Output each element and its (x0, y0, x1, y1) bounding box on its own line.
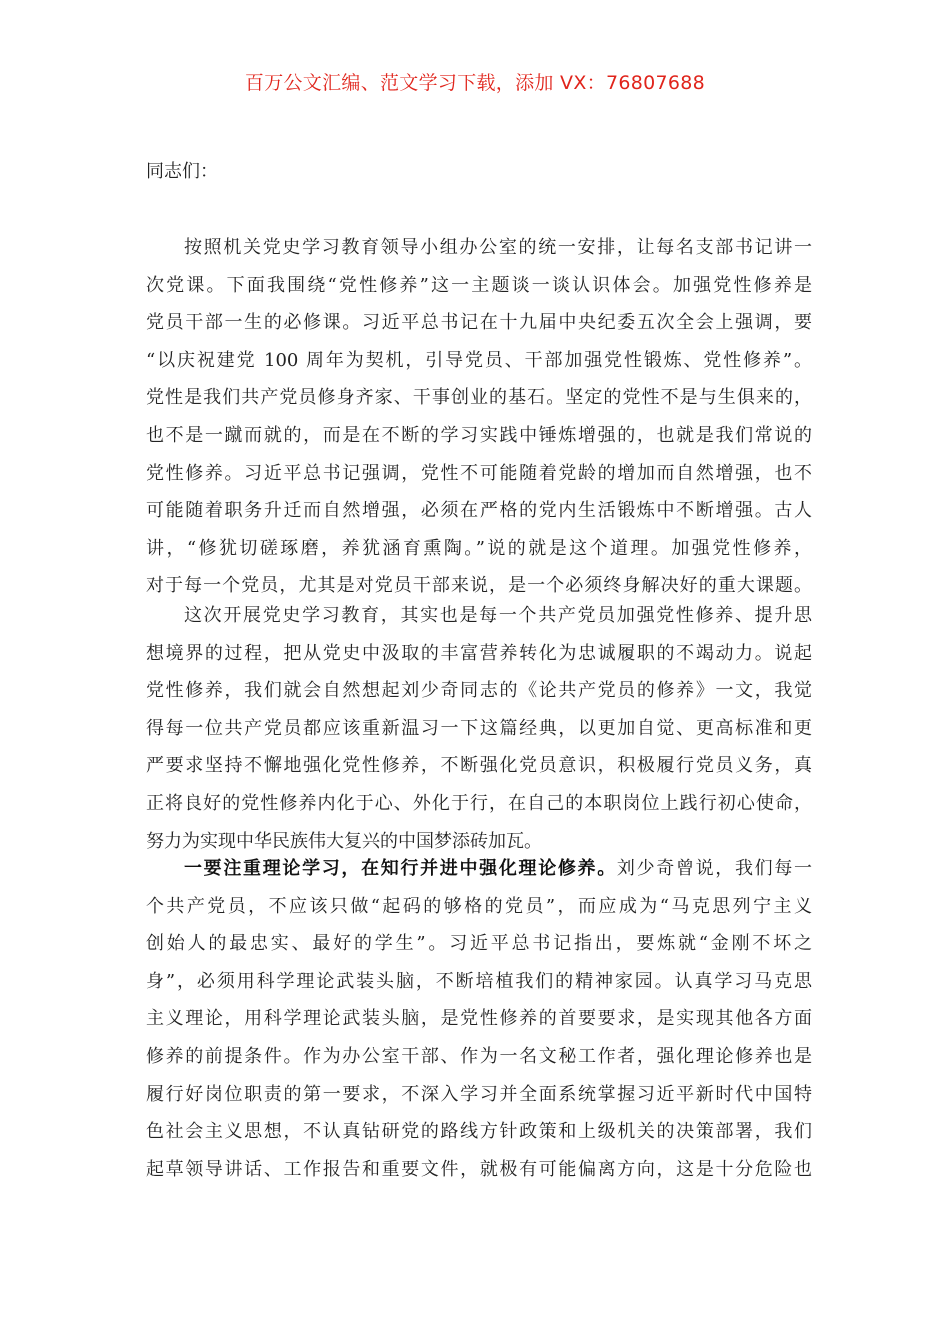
paragraph-line: 按照机关党史学习教育领导小组办公室的统一安排，让每名支部书记讲一 (184, 237, 812, 258)
paragraph-first-line (146, 850, 812, 888)
paragraph-line: 修养的前提条件。作为办公室干部、作为一名文秘工作者，强化理论修养也是 (146, 1045, 812, 1067)
paragraph-line: 也不是一蹴而就的，而是在不断的学习实践中锤炼增强的，也就是我们常说的 (146, 424, 812, 446)
paragraph-line: 次党课。下面我围绕“党性修养”这一主题谈一谈认识体会。加强党性修养是 (146, 274, 812, 296)
paragraph-line-rest: 刘少奇曾说，我们每一 (616, 858, 812, 879)
paragraph-line: 创始人的最忠实、最好的学生”。习近平总书记指出，要炼就“金刚不坏之 (146, 933, 812, 955)
paragraph-3 (146, 850, 812, 1188)
paragraph-line: 个共产党员，不应该只做“起码的够格的党员”，而应成为“马克思列宁主义 (146, 895, 812, 917)
paragraph-line: 起草领导讲话、工作报告和重要文件，就极有可能偏离方向，这是十分危险也 (146, 1158, 812, 1180)
greeting (146, 153, 812, 191)
paragraph-line: 党员干部一生的必修课。习近平总书记在十九届中央纪委五次全会上强调，要 (146, 312, 812, 334)
paragraph-line: 想境界的过程，把从党史中汲取的丰富营养转化为忠诚履职的不竭动力。说起 (146, 642, 812, 664)
paragraph-line: “以庆祝建党 100 周年为契机，引导党员、干部加强党性锻炼、党性修养”。 (146, 349, 812, 371)
paragraph-line: 党性修养，我们就会自然想起刘少奇同志的《论共产党员的修养》一文，我觉 (146, 680, 812, 702)
paragraph-line: 履行好岗位职责的第一要求，不深入学习并全面系统掌握习近平新时代中国特 (146, 1083, 812, 1105)
watermark-header: 百万公文汇编、范文学习下载，添加 VX：76807688 (244, 72, 706, 94)
paragraph-line: 努力为实现中华民族伟大复兴的中国梦添砖加瓦。 (146, 830, 542, 852)
paragraph-line: 严要求坚持不懈地强化党性修养，不断强化党员意识，积极履行党员义务，真 (146, 755, 812, 777)
paragraph-line: 这次开展党史学习教育，其实也是每一个共产党员加强党性修养、提升思 (184, 605, 812, 626)
paragraph-line: 党性是我们共产党员修身齐家、干事创业的基石。坚定的党性不是与生俱来的， (146, 387, 812, 409)
greeting-line: 同志们： (146, 161, 218, 182)
paragraph-line: 讲，“修犹切磋琢磨，养犹涵育熏陶。”说的就是这个道理。加强党性修养， (146, 537, 812, 559)
section-heading: 一要注重理论学习，在知行并进中强化理论修养。 (184, 858, 617, 879)
paragraph-line: 党性修养。习近平总书记强调，党性不可能随着党龄的增加而自然增强，也不 (146, 462, 812, 484)
paragraph-line: 色社会主义思想，不认真钻研党的路线方针政策和上级机关的决策部署，我们 (146, 1121, 812, 1143)
paragraph-line: 得每一位共产党员都应该重新温习一下这篇经典，以更加自觉、更高标准和更 (146, 717, 812, 739)
paragraph-line: 正将良好的党性修养内化于心、外化于行，在自己的本职岗位上践行初心使命， (146, 792, 812, 814)
paragraph-line: 对于每一个党员，尤其是对党员干部来说，是一个必须终身解决好的重大课题。 (146, 575, 812, 597)
paragraph-line: 可能随着职务升迁而自然增强，必须在严格的党内生活锻炼中不断增强。古人 (146, 500, 812, 522)
paragraph-line: 身”，必须用科学理论武装头脑，不断培植我们的精神家园。认真学习马克思 (146, 970, 812, 992)
paragraph-2 (146, 597, 812, 860)
paragraph-1 (146, 229, 812, 605)
paragraph-line: 主义理论，用科学理论武装头脑，是党性修养的首要要求，是实现其他各方面 (146, 1008, 812, 1030)
